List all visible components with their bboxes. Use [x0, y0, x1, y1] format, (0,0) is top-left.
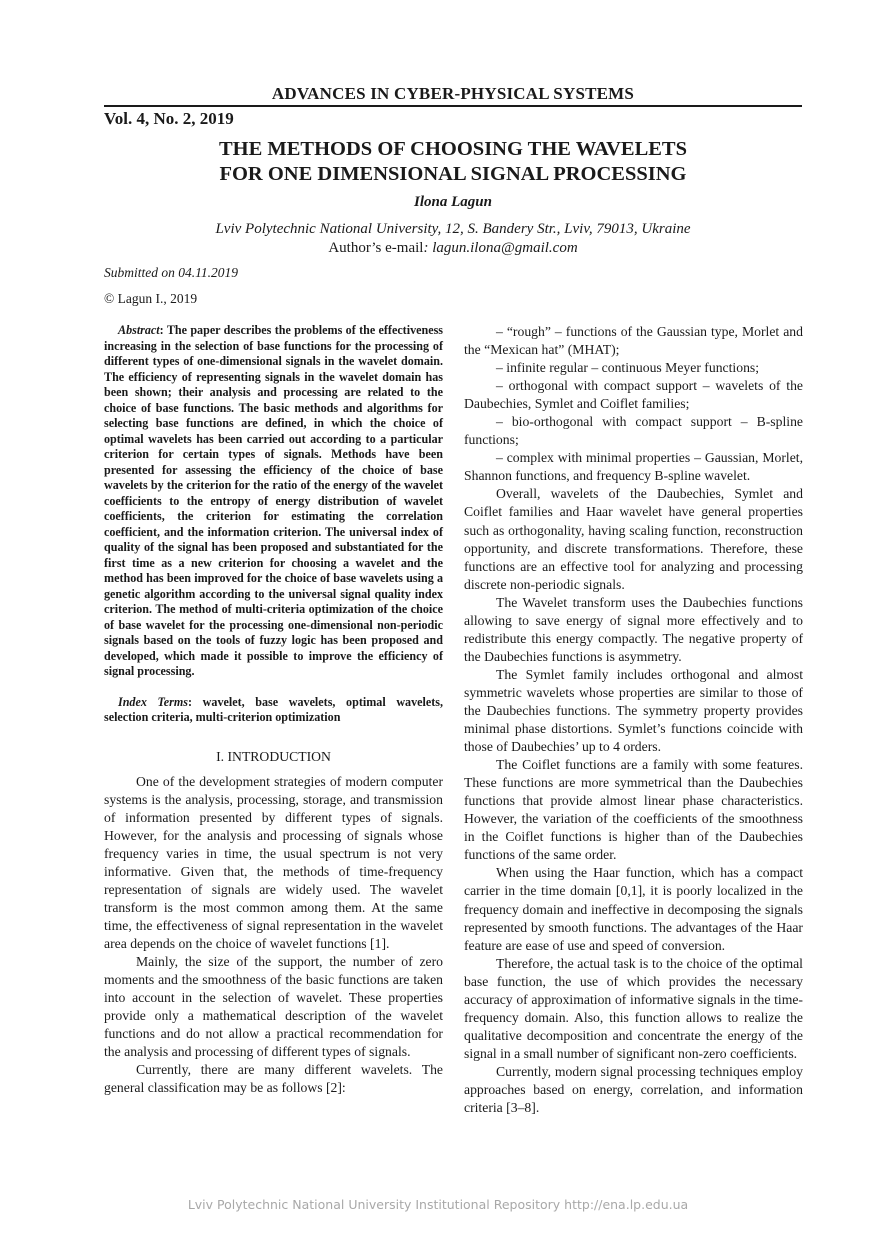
paragraph: The Wavelet transform uses the Daubechies functions allowing to save energy of signal more effectively and to redistribute this energy compactly. The negative property of the Daubechies functions is asymmetry. — [464, 594, 803, 664]
submission-date: Submitted on 04.11.2019 — [104, 265, 238, 280]
right-column — [464, 323, 803, 1117]
email-label: Author’s e-mail — [328, 240, 424, 256]
author-name: Ilona Lagun — [414, 194, 492, 210]
author-email: : lagun.ilona@gmail.com — [423, 240, 578, 256]
list-item: – infinite regular – continuous Meyer functions; — [496, 360, 760, 376]
list-item: – bio-orthogonal with compact support – B-spline functions; — [464, 414, 803, 448]
list-item: – orthogonal with compact support – wavelets of the Daubechies, Symlet and Coiflet families; — [464, 378, 803, 412]
abstract-text: : The paper describes the problems of the effectiveness increasing in the selection of base functions for the processing of different types of one-dimensional signals in the wavelet domain. The efficiency of representing signals in the wavelet domain has been shown; their analysis and processing are related to the choice of base functions. The basic methods and algorithms for selecting base functions are defined, in which the choice of optimal wavelets has been carried out according to a particular criterion for certain types of signals. Methods have been presented for assessing the efficiency of the choice of base wavelets by the criterion for the ratio of the energy of the wavelet coefficients to the entropy of energy distribution of wavelet coefficients, the criterion for estimating the correlation coefficient, and the information criterion. The universal index of quality of the signal has been proposed and substantiated for the first time as a new criterion for choosing a wavelet and the method has been improved for the choice of base wavelets using a genetic algorithm according to the universal signal quality index criterion. The method of multi-criteria optimization of the choice of base wavelet for the processing one-dimensional non-periodic signals based on the tools of fuzzy logic has been proposed and developed, which made it possible to improve the efficiency of signal processing. — [104, 323, 443, 678]
title-line-1: THE METHODS OF CHOOSING THE WAVELETS — [218, 138, 688, 160]
repository-footer: Lviv Polytechnic National University Institutional Repository http://ena.lp.edu.ua — [187, 1197, 689, 1212]
paragraph: Currently, there are many different wavelets. The general classification may be as follows [2]: — [104, 1061, 443, 1095]
paragraph: Therefore, the actual task is to the choice of the optimal base function, the use of which provides the necessary accuracy of approximation of informative signals in the time-frequency domain. Also, this function allows to realize the qualitative decomposition and concentrate the energy of the signal in a small number of significant non-zero coefficients. — [464, 955, 803, 1061]
affiliation-block — [104, 220, 802, 258]
abstract — [104, 323, 443, 680]
paragraph: Currently, modern signal processing techniques employ approaches based on energy, correlation, and information criteria [3–8]. — [464, 1063, 803, 1116]
paragraph: Overall, wavelets of the Daubechies, Symlet and Coiflet families and Haar wavelet have general properties such as orthogonality, having scaling function, reconstruction opportunity, and discrete transformations. Therefore, these functions are an effective tool for analyzing and processing discrete non-periodic signals. — [464, 486, 803, 592]
paragraph: The Symlet family includes orthogonal and almost symmetric wavelets whose properties are similar to those of the Daubechies functions. The symmetry property provides minimal phase distortions. Symlet’s functions coincide with those of Daubechies’ up to 4 orders. — [464, 666, 803, 755]
header-rule — [104, 105, 802, 107]
title-line-2: FOR ONE DIMENSIONAL SIGNAL PROCESSING — [219, 163, 687, 185]
list-item: – “rough” – functions of the Gaussian type, Morlet and the “Mexican hat” (MHAT); — [464, 324, 803, 358]
paragraph: The Coiflet functions are a family with some features. These functions are more symmetrical than the Daubechies functions that provide almost linear phase characteristics. However, the variation of the coefficients of the smoothness in the Coiflet functions is higher than of the Daubechies functions of the same order. — [464, 757, 803, 863]
left-column — [104, 323, 443, 1097]
paragraph: One of the development strategies of modern computer systems is the analysis, processing, storage, and transmission of information presented by different types of signals. However, for the analysis and processing of signals whose frequency varies in time, the usual spectrum is not very informative. Given that, the methods of time-frequency representation of signals are widely used. The wavelet transform is the most common among them. At the same time, the effectiveness of signal representation in the wavelet area depends on the choice of wavelet functions [1]. — [104, 773, 443, 951]
paragraph: When using the Haar function, which has a compact carrier in the time domain [0,1], it is poorly localized in the frequency domain and ineffective in decomposing the signals represented by smooth functions. The advantages of the Haar feature are ease of use and speed of conversion. — [464, 865, 803, 953]
index-terms-text: : wavelet, base wavelets, optimal wavelets, selection criteria, multi-criterion optimization — [104, 694, 444, 724]
copyright: © Lagun I., 2019 — [104, 291, 198, 306]
section-heading: I. INTRODUCTION — [216, 748, 331, 764]
index-terms — [104, 695, 443, 726]
volume-info: Vol. 4, No. 2, 2019 — [104, 109, 234, 128]
list-item: – complex with minimal properties – Gaussian, Morlet, Shannon functions, and frequency B-spline wavelet. — [464, 450, 803, 484]
abstract-label: Abstract — [118, 323, 160, 337]
paragraph: Mainly, the size of the support, the number of zero moments and the smoothness of the basic functions are taken into account in the selection of wavelet. These properties provide only a mathematical description of the wavelet functions and do not allow a practical recommendation for the analysis and processing of different types of signals. — [104, 953, 443, 1059]
index-terms-label: Index Terms — [118, 694, 188, 709]
paper-title — [104, 137, 802, 187]
journal-name: ADVANCES IN CYBER-PHYSICAL SYSTEMS — [271, 84, 635, 103]
affiliation: Lviv Polytechnic National University, 12, S. Bandery Str., Lviv, 79013, Ukraine — [215, 221, 691, 237]
